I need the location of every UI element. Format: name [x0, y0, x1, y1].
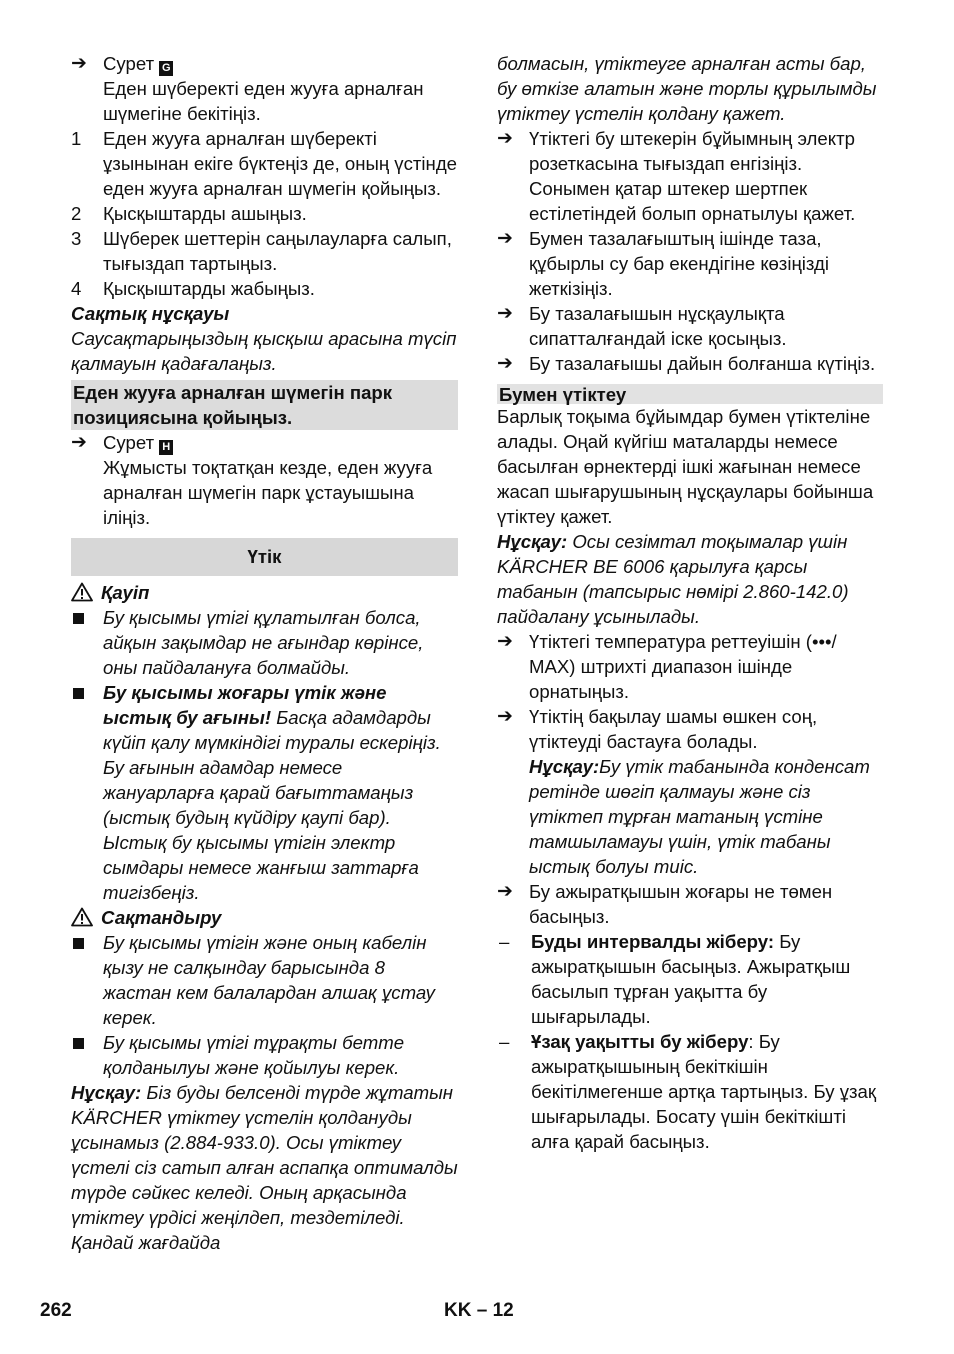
list-number: 4	[71, 278, 82, 299]
step-item	[497, 879, 883, 929]
figure-label-g: G	[159, 61, 173, 76]
list-item	[71, 126, 458, 201]
danger-title: Қауіп	[101, 582, 150, 603]
dash-bold-text: Буды интервалды жіберу:	[531, 931, 775, 952]
note-label: Нұсқау:	[529, 756, 600, 777]
attention-heading	[71, 905, 458, 930]
step-item	[497, 126, 883, 226]
page-number: 262	[40, 1300, 72, 1321]
dash-marker: –	[499, 1031, 510, 1052]
warning-triangle-icon	[71, 582, 93, 602]
step-item	[497, 351, 883, 376]
list-text: Қысқыштарды жабыңыз.	[103, 278, 315, 299]
arrow-icon: ➔	[497, 228, 513, 249]
step-figure-g	[71, 51, 458, 76]
danger-heading	[71, 580, 458, 605]
step-text: Үтіктің бақылау шамы өшкен соң, үтіктеуді бастауға болады.	[529, 706, 818, 752]
list-text: Шүберек шеттерін саңылауларға салып, тығыздап тартыңыз.	[103, 228, 452, 274]
arrow-icon: ➔	[497, 631, 513, 652]
bullet-text: Бу қысымы үтігі тұрақты бетте қолданылуы және қойылуы керек.	[103, 1032, 405, 1078]
figure-ref-text: Сурет	[103, 432, 155, 453]
right-column	[497, 51, 883, 1154]
arrow-icon: ➔	[497, 303, 513, 324]
note-paragraph	[529, 756, 870, 877]
step-body: Еден шүберекті еден жууға арналған шүмегіне бекітіңіз.	[103, 78, 424, 124]
step-text: Бу тазалағышын нұсқаулықта сипатталғандай іске қосыңыз.	[529, 303, 787, 349]
step-item	[497, 629, 883, 704]
step-text: Үтіктегі температура реттеуішін (•••/ MAX) штрихті диапазон ішінде орнатыңыз.	[529, 631, 837, 702]
step-text: Бу ажыратқышын жоғары не төмен басыңыз.	[529, 881, 833, 927]
list-number: 1	[71, 128, 82, 149]
list-number: 3	[71, 228, 82, 249]
page-reference: KK – 12	[444, 1300, 514, 1321]
figure-ref-text: Сурет	[103, 53, 155, 74]
section-title: Үтік	[71, 538, 458, 576]
warning-triangle-icon	[71, 907, 93, 927]
square-bullet-icon	[73, 1038, 84, 1049]
bullet-item	[71, 680, 458, 905]
bullet-text: Бу қысымы үтігі құлатылған болса, айқын зақымдар не ағындар көрінсе, оны пайдалануға болмайды.	[103, 607, 424, 678]
bullet-text: Басқа адамдарды күйіп қалу мүмкіндігі туралы ескеріңіз. Бу ағынын адамдар немесе жануарларға қарай бағыттамаңыз (ыстық будың күйдіру қаупі бар). Ыстық бу қысымы үтігін электр сымдары немесе жанғыш заттарға тигізбеңіз.	[103, 707, 441, 903]
attention-title: Сақтандыру	[101, 907, 222, 928]
list-number: 2	[71, 203, 82, 224]
left-column	[71, 51, 458, 1255]
note-text: Осы сезімтал тоқымалар үшін KÄRCHER BE 6006 қарылуға қарсы табанын (тапсырыс нөмірі 2.860-142.0) пайдалану ұсынылады.	[497, 531, 849, 627]
bullet-bold-text: Бу қысымы жоғары үтік және ыстық бу ағыны!	[103, 682, 387, 728]
arrow-icon: ➔	[497, 881, 513, 902]
caution-text: Саусақтарыңыздың қысқыш арасына түсіп қалмауын қадағалаңыз.	[71, 328, 457, 374]
note-label: Нұсқау:	[497, 531, 568, 552]
bullet-item	[71, 930, 458, 1030]
note-text: Біз буды белсенді түрде жұтатын KÄRCHER үтіктеу үстелін қолдануды ұсынамыз (2.884-933.0). Осы үтіктеу үстелі сіз сатып алған аспапқа оптималды түрде сәйкес келеді. Оның арқасында үтіктеу үрдісі жеңілдеп, тездетіледі. Қандай жағдайда	[71, 1082, 458, 1253]
dash-text: : Бу ажыратқышының бекіткішін бекітілмегенше артқа тартыңыз. Бу ұзақ шығарылады. Босату үшін бекіткішті алға қарай басыңыз.	[531, 1031, 877, 1152]
arrow-icon: ➔	[497, 353, 513, 374]
steam-paragraph: Барлық тоқыма бұйымдар бумен үтіктеліне алады. Оңай күйгіш маталарды немесе басылған өрнектерді ішкі жағынан немесе жасап шығарушының нұсқаулары бойынша үтіктеу қажет.	[497, 406, 874, 527]
arrow-icon: ➔	[497, 706, 513, 727]
dash-text: Бу ажыратқышын басыңыз. Ажыратқыш басылып тұрған уақытта бу шығарылады.	[531, 931, 851, 1027]
list-text: Еден жууға арналған шүберекті ұзынынан екіге бүктеңіз де, оның үстінде еден жууға арналған шүмегін қойыңыз.	[103, 128, 458, 199]
step-body: Жұмысты тоқтатқан кезде, еден жууға арналған шүмегін парк ұстауышына іліңіз.	[103, 457, 433, 528]
bullet-item	[71, 1030, 458, 1080]
list-item	[71, 201, 458, 226]
note-label: Нұсқау:	[71, 1082, 142, 1103]
square-bullet-icon	[73, 613, 84, 624]
step-text: Бу тазалағышы дайын болғанша күтіңіз.	[529, 353, 876, 374]
dash-item	[497, 1029, 883, 1154]
list-item	[71, 276, 458, 301]
step-item	[497, 704, 883, 879]
step-item	[497, 301, 883, 351]
steam-ironing-heading: Бумен үтіктеу	[497, 384, 883, 404]
dash-marker: –	[499, 931, 510, 952]
step-item	[497, 226, 883, 301]
bullet-text: Бу қысымы үтігін және оның кабелін қызу не салқындау барысында 8 жастан кем балалардан алшақ ұстау керек.	[103, 932, 435, 1028]
dash-item	[497, 929, 883, 1029]
arrow-icon: ➔	[71, 432, 87, 453]
dash-bold-text: Ұзақ уақытты бу жіберу	[531, 1031, 749, 1052]
step-text: Үтіктегі бу штекерін бұйымның электр розеткасына тығыздап енгізіңіз. Сонымен қатар штекер шертпек естілетіндей болып орнатылуы қажет.	[529, 128, 856, 224]
square-bullet-icon	[73, 938, 84, 949]
note-paragraph	[71, 1080, 458, 1255]
figure-label-h: H	[159, 440, 173, 455]
caution-title: Сақтық нұсқауы	[71, 303, 230, 324]
continued-note-text: болмасын, үтіктеуге арналған асты бар, бу өткізе алатын және торлы құрылымды үтіктеу үстелін қолдану қажет.	[497, 53, 877, 124]
park-heading: Еден жууға арналған шүмегін парк позициясына қойыңыз.	[71, 380, 458, 430]
list-item	[71, 226, 458, 276]
bullet-item	[71, 605, 458, 680]
list-text: Қысқыштарды ашыңыз.	[103, 203, 307, 224]
step-text: Бумен тазалағыштың ішінде таза, құбырлы су бар екендігіне көзіңізді жеткізіңіз.	[529, 228, 829, 299]
note-text: Бу үтік табанында конденсат ретінде шөгіп қалмауы және сіз үтіктеп тұрған матаның үстіне тамшыламауы үшін, үтік табаны ыстық болуы тиіс.	[529, 756, 870, 877]
arrow-icon: ➔	[497, 128, 513, 149]
square-bullet-icon	[73, 688, 84, 699]
step-figure-h	[71, 430, 458, 455]
note-paragraph	[497, 529, 883, 629]
arrow-icon: ➔	[71, 53, 87, 74]
